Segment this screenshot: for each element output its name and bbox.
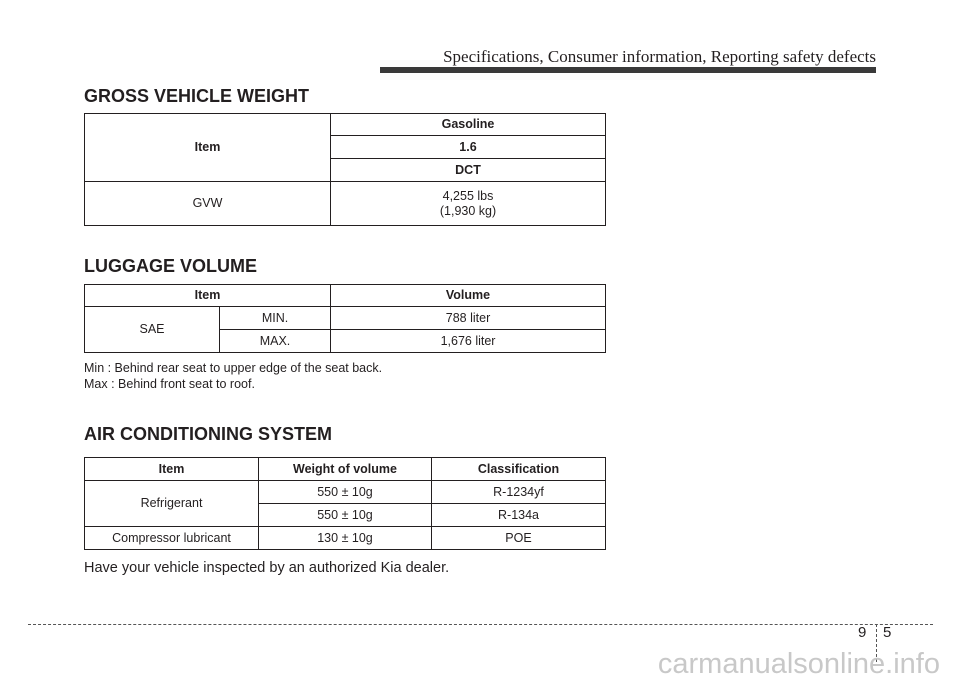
gvw-value-lbs: 4,255 lbs [442,188,494,203]
ac-lub-class: POE [432,527,606,550]
gvw-head-item: Item [85,114,331,182]
gvw-head-trans: DCT [331,159,606,182]
gvw-row-value [331,182,606,226]
gvw-row-label: GVW [85,182,331,226]
luggage-sae: SAE [85,307,220,353]
luggage-table [84,284,606,353]
ac-ref1-class: R-1234yf [432,481,606,504]
table-row [85,458,606,481]
luggage-min-value: 788 liter [331,307,606,330]
ac-ref1-weight: 550 ± 10g [259,481,432,504]
luggage-note-max: Max : Behind front seat to roof. [84,377,255,391]
ac-ref2-weight: 550 ± 10g [259,504,432,527]
ac-ref2-class: R-134a [432,504,606,527]
ac-lub-item: Compressor lubricant [85,527,259,550]
ac-head-weight: Weight of volume [259,458,432,481]
page-number: 5 [883,624,892,641]
gvw-title: GROSS VEHICLE WEIGHT [84,86,310,106]
gvw-head-engine: 1.6 [331,136,606,159]
luggage-note-min: Min : Behind rear seat to upper edge of the seat back. [84,361,383,375]
watermark: carmanualsonline.info [657,648,940,680]
table-row [85,114,606,136]
luggage-head-volume: Volume [331,285,606,307]
luggage-max-value: 1,676 liter [331,330,606,353]
table-row [85,285,606,307]
footer-divider [28,624,933,625]
gvw-table [84,113,606,226]
luggage-min-label: MIN. [220,307,331,330]
luggage-head-item: Item [85,285,331,307]
gvw-value-kg: (1,930 kg) [439,203,497,218]
ac-table [84,457,606,550]
gvw-head-fuel: Gasoline [331,114,606,136]
luggage-max-label: MAX. [220,330,331,353]
header-rule [380,67,876,73]
table-row [85,481,606,504]
ac-head-class: Classification [432,458,606,481]
table-row [85,307,606,330]
page-chapter: 9 [858,624,867,641]
footer-note: Have your vehicle inspected by an authorized Kia dealer. [84,560,450,576]
luggage-title: LUGGAGE VOLUME [84,256,258,276]
ac-title: AIR CONDITIONING SYSTEM [84,424,333,444]
table-row [85,527,606,550]
ac-head-item: Item [85,458,259,481]
ac-refrigerant: Refrigerant [85,481,259,527]
table-row [85,182,606,226]
header-title: Specifications, Consumer information, Reporting safety defects [443,47,876,66]
ac-lub-weight: 130 ± 10g [259,527,432,550]
